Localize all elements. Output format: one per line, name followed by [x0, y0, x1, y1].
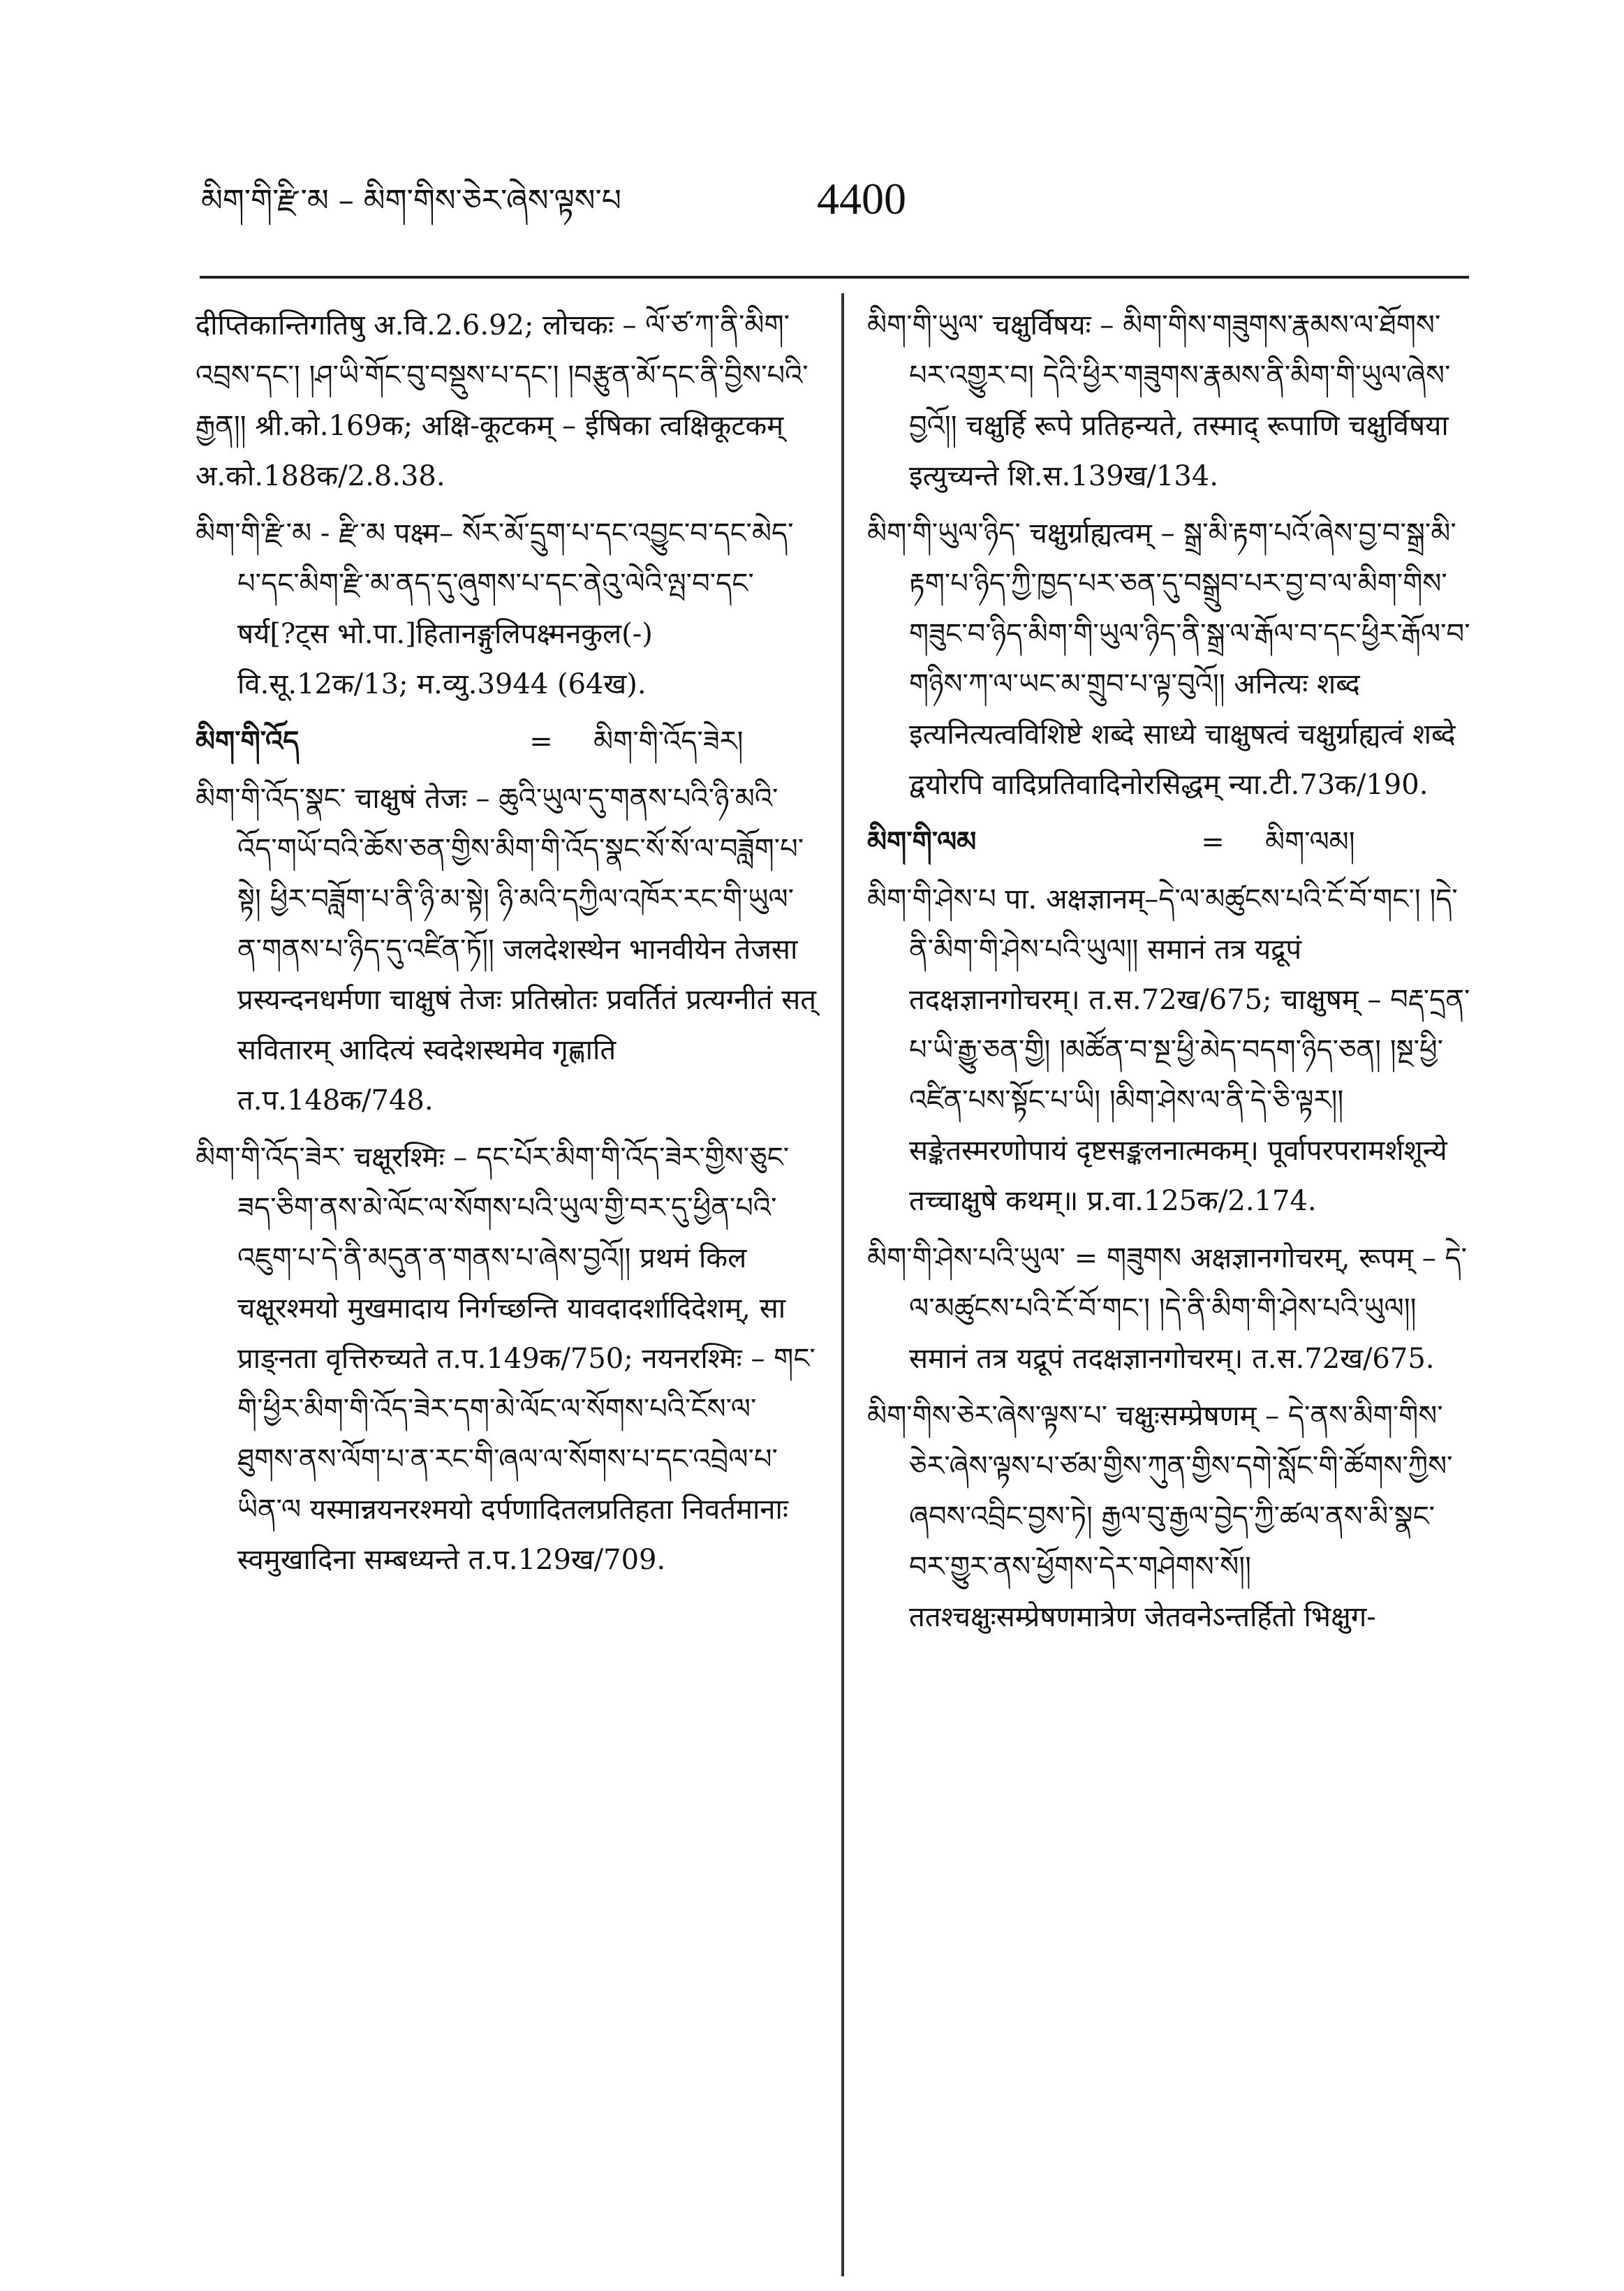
entry-target: མིག་ལམ།: [1265, 826, 1355, 858]
entry-headword: མིག་གི་འོད: [195, 725, 300, 758]
cross-reference-entry: [867, 817, 1475, 867]
dictionary-entry: མིག་གི་འོད་ཟེར་ चक्षूरश्मिः – དང་པོར་མིག་གི་འོད་ཟེར་གྱིས་ཅུང་ཟད་ཅིག་ནས་མེ་ལོང་ལ་སོགས་པའི་ཡུལ་གྱི་བར་དུ་ཕྱིན་པའི་འཇུག་པ་དེ་ནི་མདུན་ན་གནས་པ་ཞེས་བྱའོ།། प्रथमं किल चक्षूरश्मयो मुखमादाय निर्गच्छन्ति यावदादर्शादिदेशम्, सा प्राङ्नता वृत्तिरुच्यते त.प.149क/750; नयनरश्मिः – གང་གི་ཕྱིར་མིག་གི་འོད་ཟེར་དག་མེ་ལོང་ལ་སོགས་པའི་ངོས་ལ་ཐུགས་ནས་ལོག་པ་ན་རང་གི་ཞལ་ལ་སོགས་པ་དང་འབྲེལ་པ་ཡིན་ལ यस्मान्नयनरश्मयो दर्पणादितलप्रतिहता निवर्तमानाः स्वमुखादिना सम्बध्यन्ते त.प.129ख/709.: [195, 1142, 815, 1576]
equals-sign: =: [1201, 826, 1225, 858]
dictionary-entry: མིག་གི་ཤེས་པའི་ཡུལ་ = གཟུགས अक्षज्ञानगोचरम्, रूपम् – དེ་ལ་མཚུངས་པའི་ངོ་བོ་གང་། །དེ་ནི་མིག་གི་ཤེས་པའི་ཡུལ།། समानं तत्र यद्रूपं तदक्षज्ञानगोचरम्। त.स.72ख/675.: [867, 1242, 1468, 1375]
dictionary-entry: མིག་གི་འོད་སྣང་ चाक्षुषं तेजः – ཆུའི་ཡུལ་དུ་གནས་པའི་ཉི་མའི་འོད་གཡོ་བའི་ཆོས་ཅན་གྱིས་མིག་གི་འོད་སྣང་སོ་སོ་ལ་བཟློག་པ་སྟེ། ཕྱིར་བཟློག་པ་ནི་ཉི་མ་སྟེ། ཉི་མའི་དཀྱིལ་འཁོར་རང་གི་ཡུལ་ན་གནས་པ་ཉིད་དུ་འཛིན་ཏོ།། जलदेशस्थेन भानवीयेन तेजसा प्रस्यन्दनधर्मणा चाक्षुषं तेजः प्रतिस्रोतः प्रवर्तितं प्रत्यग्नीतं सत् सवितारम् आदित्यं स्वदेशस्थमेव गृह्णाति त.प.148क/748.: [195, 783, 817, 1117]
column-divider: [841, 293, 844, 2276]
dictionary-entry: མིག་གི་ཡུལ་ཉིད་ चक्षुर्ग्राह्यत्वम् – སྒྲ་མི་རྟག་པའོ་ཞེས་བྱ་བ་སྒྲ་མི་རྟག་པ་ཉིད་ཀྱི་ཁྱད་པར་ཅན་དུ་བསྒྲུབ་པར་བྱ་བ་ལ་མིག་གིས་གཟུང་བ་ཉིད་མིག་གི་ཡུལ་ཉིད་ནི་སྒྲ་ལ་རྒོལ་བ་དང་ཕྱིར་རྒོལ་བ་གཉིས་ཀ་ལ་ཡང་མ་གྲུབ་པ་ལྟ་བུའོ།། अनित्यः शब्द इत्यनित्यत्वविशिष्टे शब्दे साध्ये चाक्षुषत्वं चक्षुर्ग्राह्यत्वं शब्दे द्वयोरपि वादिप्रतिवादिनोरसिद्धम् न्या.टी.73क/190.: [867, 517, 1470, 801]
entry-headword: མིག་གི་ལམ: [867, 825, 977, 858]
equals-sign: =: [529, 725, 553, 758]
dictionary-entry: མིག་གི་རྫི་མ - རྫི་མ पक्ष्म– སོར་མོ་དྲུག་པ་དང་འབྱུང་བ་དང་མེད་པ་དང་མིག་རྫི་མ་ནད་དུ་ཞུགས་པ་དང་ནེའུ་ལེའི་ལྤ་བ་དང་ षर्य[?ट्स भो.पा.]हितानङ्गुलिपक्ष्मनकुल(-) वि.सू.12क/13; म.व्यु.3944 (64ख).: [195, 517, 794, 700]
page-number: 4400: [817, 174, 906, 223]
dictionary-entry: दीप्तिकान्तिगतिषु अ.वि.2.6.92; लोचकः – ལོ་ཙ་ཀ་ནི་མིག་འབྲས་དང་། །ཤ་ཡི་གོང་བུ་བསྡུས་པ་དང་། །བརྩུན་མོ་དང་ནི་བྱིས་པའི་རྒྱན།། श्री.को.169क; अक्षि-कूटकम् – ईषिका त्वक्षिकूटकम् अ.को.188क/2.8.38.: [195, 309, 809, 492]
dictionary-entry: མིག་གིས་ཅེར་ཞེས་ལྟས་པ་ चक्षुःसम्प्रेषणम् – དེ་ནས་མིག་གིས་ཅེར་ཞེས་ལྟས་པ་ཙམ་གྱིས་ཀུན་གྱིས་དགེ་སློང་གི་ཚོགས་ཀྱིས་ཞབས་འབྲིང་བྱས་ཏེ། རྒྱལ་བུ་རྒྱལ་བྱེད་ཀྱི་ཚལ་ནས་མི་སྣང་བར་གྱུར་ནས་ཕྱོགས་དེར་གཤེགས་སོ།། ततश्चक्षुःसम्प्रेषणमात्रेण जेतवनेऽन्तर्हितो भिक्षुग-: [867, 1400, 1453, 1633]
running-head: མིག་གི་རྫི་མ – མིག་གིས་ཅེར་ཞེས་ལྟས་པ: [201, 183, 621, 219]
right-column: [867, 300, 1475, 1649]
dictionary-entry: མིག་གི་ཡུལ་ चक्षुर्विषयः – མིག་གིས་གཟུགས་རྣམས་ལ་ཐོགས་པར་འགྱུར་བ། དེའི་ཕྱིར་གཟུགས་རྣམས་ནི་མིག་གི་ཡུལ་ཞེས་བྱའོ།། चक्षुर्हि रूपे प्रतिहन्यते, तस्माद् रूपाणि चक्षुर्विषया इत्युच्यन्ते शि.स.139ख/134.: [867, 309, 1451, 492]
header-rule: [200, 276, 1469, 279]
cross-reference-entry: [195, 716, 817, 767]
dictionary-entry: མིག་གི་ཤེས་པ पा. अक्षज्ञानम्–དེ་ལ་མཚུངས་པའི་ངོ་བོ་གང་། །དེ་ནི་མིག་གི་ཤེས་པའི་ཡུལ།། समानं तत्र यद्रूपं तदक्षज्ञानगोचरम्। त.स.72ख/675; चाक्षुषम् – བརྡ་དྲན་པ་ཡི་རྒྱུ་ཅན་གྱི། །མཚོན་བ་སྔ་ཕྱི་མེད་བདག་ཉིད་ཅན། །སྔ་ཕྱི་འཛིན་པས་སྟོང་པ་ཡི། །མིག་ཤེས་ལ་ནི་དེ་ཅི་ལྟར།། सङ्केतस्मरणोपायं दृष्टसङ्कलनात्मकम्। पूर्वापरपरामर्शशून्ये तच्चाक्षुषे कथम्॥ प्र.वा.125क/2.174.: [867, 883, 1470, 1217]
entry-target: མིག་གི་འོད་ཟེར།: [593, 725, 744, 758]
left-column: [195, 300, 817, 1592]
